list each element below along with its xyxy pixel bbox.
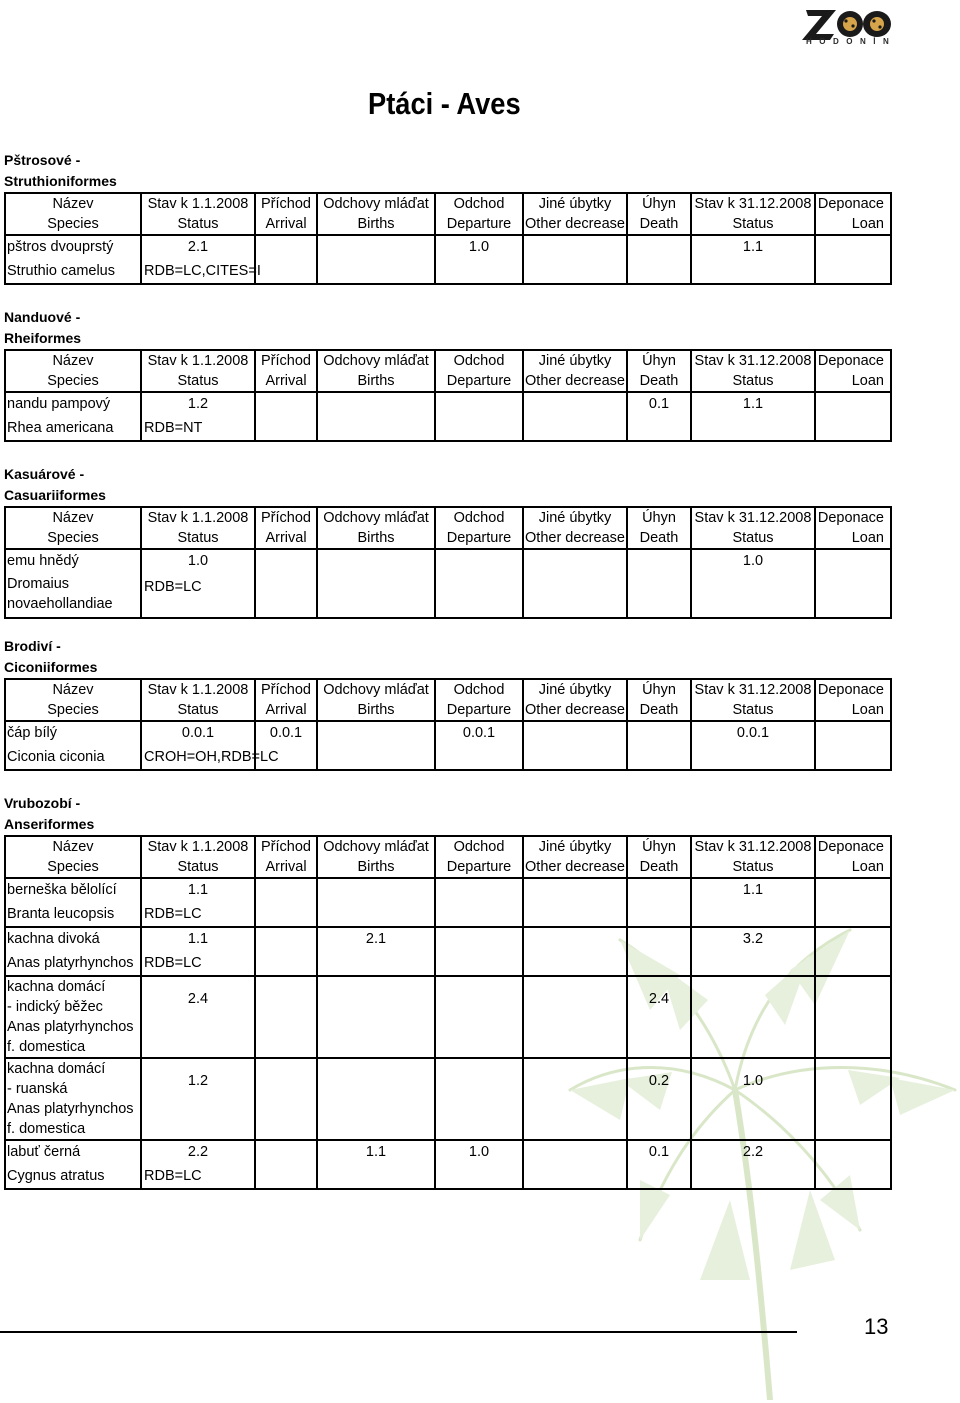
cell-status-end: 1.1: [691, 235, 815, 284]
table-row: [5, 927, 891, 976]
iucn-status: RDB=LC: [144, 579, 202, 595]
cell-arrival: [255, 549, 317, 618]
section-block: [4, 636, 892, 771]
cell-births: [317, 235, 435, 284]
cell-arrival: [255, 1140, 317, 1189]
header-births: Odchovy mláďat Births: [317, 836, 435, 878]
header-status-start: Stav k 1.1.2008 Status: [141, 350, 255, 392]
cell-other-decrease: [523, 721, 627, 770]
section-title: Nanduové -: [4, 309, 81, 325]
data-table: [4, 192, 892, 285]
iucn-status: RDB=LC: [144, 1167, 202, 1184]
header-departure: Odchod Departure: [435, 193, 523, 235]
cell-status-start: 2.4: [141, 976, 255, 1058]
cell-death: 2.4: [627, 976, 691, 1058]
header-species: Název Species: [5, 507, 141, 549]
cell-other-decrease: [523, 976, 627, 1058]
cell-departure: [435, 392, 523, 441]
header-row: [5, 679, 891, 721]
section-order: Casuariiformes: [4, 487, 106, 503]
iucn-status: CROH=OH,RDB=LC: [144, 748, 279, 765]
section-order: Ciconiiformes: [4, 659, 98, 675]
header-loan: Deponace Loan: [815, 350, 891, 392]
header-departure: Odchod Departure: [435, 350, 523, 392]
footer-rule: [0, 1331, 797, 1333]
species-name-cell: nandu pampový Rhea americana: [5, 392, 141, 441]
cell-status-end: [691, 976, 815, 1058]
header-births: Odchovy mláďat Births: [317, 679, 435, 721]
cell-loan: [815, 235, 891, 284]
cell-departure: [435, 878, 523, 927]
header-arrival: Příchod Arrival: [255, 679, 317, 721]
cell-death: 0.1: [627, 1140, 691, 1189]
cell-births: [317, 976, 435, 1058]
header-births: Odchovy mláďat Births: [317, 193, 435, 235]
page-number: 13: [864, 1314, 889, 1339]
logo-subtitle: HODONÍN: [806, 37, 897, 46]
cell-births: [317, 878, 435, 927]
cell-status-end: 1.1: [691, 878, 815, 927]
cell-loan: [815, 721, 891, 770]
cell-status-start: 1.2: [141, 1058, 255, 1140]
cell-death: [627, 721, 691, 770]
iucn-status: RDB=LC: [144, 954, 202, 971]
cell-death: [627, 878, 691, 927]
header-row: [5, 507, 891, 549]
cell-status-end: 1.0: [691, 549, 815, 618]
header-species: Název Species: [5, 350, 141, 392]
cell-status-start: 2.1 RDB=LC,CITES=I: [141, 235, 255, 284]
cell-other-decrease: [523, 927, 627, 976]
header-species: Název Species: [5, 193, 141, 235]
species-name-cell: berneška bělolící Branta leucopsis: [5, 878, 141, 927]
header-other-decrease: Jiné úbytky Other decrease: [523, 679, 627, 721]
cell-death: [627, 927, 691, 976]
cell-status-end: 1.1: [691, 392, 815, 441]
header-other-decrease: Jiné úbytky Other decrease: [523, 836, 627, 878]
header-status-end: Stav k 31.12.2008 Status: [691, 679, 815, 721]
table-row: [5, 1140, 891, 1189]
cell-arrival: [255, 976, 317, 1058]
species-name-cell: čáp bílý Ciconia ciconia: [5, 721, 141, 770]
cell-births: [317, 392, 435, 441]
data-table: [4, 506, 892, 619]
cell-other-decrease: [523, 1140, 627, 1189]
section-title: Kasuárové -: [4, 466, 85, 482]
section-order: Anseriformes: [4, 816, 95, 832]
page-title: Ptáci - Aves: [368, 86, 521, 121]
cell-arrival: 0.0.1: [255, 721, 317, 770]
species-name-cell: kachna domácí - ruanská Anas platyrhynchos f. domestica: [5, 1058, 141, 1140]
cell-death: 0.2: [627, 1058, 691, 1140]
cell-loan: [815, 392, 891, 441]
cell-status-end: 3.2: [691, 927, 815, 976]
table-row: [5, 235, 891, 284]
table-row: [5, 1058, 891, 1140]
cell-loan: [815, 976, 891, 1058]
section-title: Brodiví -: [4, 638, 61, 654]
cell-departure: [435, 1058, 523, 1140]
header-departure: Odchod Departure: [435, 507, 523, 549]
cell-arrival: [255, 927, 317, 976]
header-departure: Odchod Departure: [435, 836, 523, 878]
header-departure: Odchod Departure: [435, 679, 523, 721]
table-row: [5, 721, 891, 770]
cell-loan: [815, 1058, 891, 1140]
cell-status-start: 0.0.1 CROH=OH,RDB=LC: [141, 721, 255, 770]
header-status-start: Stav k 1.1.2008 Status: [141, 836, 255, 878]
data-table: [4, 349, 892, 442]
header-other-decrease: Jiné úbytky Other decrease: [523, 507, 627, 549]
header-status-end: Stav k 31.12.2008 Status: [691, 193, 815, 235]
cell-status-start: 2.2 RDB=LC: [141, 1140, 255, 1189]
table-row: [5, 976, 891, 1058]
section-title: Pštrosové -: [4, 152, 81, 168]
section-block: [4, 150, 892, 285]
header-loan: Deponace Loan: [815, 836, 891, 878]
header-status-end: Stav k 31.12.2008 Status: [691, 507, 815, 549]
header-other-decrease: Jiné úbytky Other decrease: [523, 350, 627, 392]
species-name-cell: pštros dvouprstý Struthio camelus: [5, 235, 141, 284]
header-row: [5, 193, 891, 235]
section-block: [4, 307, 892, 442]
cell-other-decrease: [523, 235, 627, 284]
header-species: Název Species: [5, 836, 141, 878]
cell-departure: [435, 976, 523, 1058]
cell-departure: 1.0: [435, 1140, 523, 1189]
section-block: [4, 793, 892, 1190]
header-status-start: Stav k 1.1.2008 Status: [141, 507, 255, 549]
cell-death: [627, 549, 691, 618]
cell-births: [317, 721, 435, 770]
species-name-cell: kachna domácí - indický běžec Anas platyrhynchos f. domestica: [5, 976, 141, 1058]
cell-arrival: [255, 1058, 317, 1140]
header-status-start: Stav k 1.1.2008 Status: [141, 193, 255, 235]
cell-loan: [815, 878, 891, 927]
data-table: [4, 835, 892, 1190]
cell-departure: [435, 549, 523, 618]
header-status-end: Stav k 31.12.2008 Status: [691, 836, 815, 878]
cell-other-decrease: [523, 878, 627, 927]
cell-loan: [815, 549, 891, 618]
cell-arrival: [255, 392, 317, 441]
cell-departure: 0.0.1: [435, 721, 523, 770]
table-row: [5, 549, 891, 618]
header-arrival: Příchod Arrival: [255, 350, 317, 392]
header-arrival: Příchod Arrival: [255, 193, 317, 235]
cell-departure: [435, 927, 523, 976]
cell-loan: [815, 1140, 891, 1189]
header-births: Odchovy mláďat Births: [317, 507, 435, 549]
cell-other-decrease: [523, 549, 627, 618]
species-name-cell: emu hnědý Dromaius novaehollandiae: [5, 549, 141, 618]
header-death: Úhyn Death: [627, 507, 691, 549]
table-row: [5, 392, 891, 441]
section-order: Rheiformes: [4, 330, 82, 346]
cell-arrival: [255, 878, 317, 927]
header-species: Název Species: [5, 679, 141, 721]
cell-status-end: 2.2: [691, 1140, 815, 1189]
header-loan: Deponace Loan: [815, 193, 891, 235]
cell-other-decrease: [523, 1058, 627, 1140]
header-births: Odchovy mláďat Births: [317, 350, 435, 392]
header-arrival: Příchod Arrival: [255, 836, 317, 878]
section-title: Vrubozobí -: [4, 795, 81, 811]
cell-death: 0.1: [627, 392, 691, 441]
cell-status-start: 1.0 RDB=LC: [141, 549, 255, 618]
cell-status-start: 1.1 RDB=LC: [141, 927, 255, 976]
header-row: [5, 836, 891, 878]
header-status-start: Stav k 1.1.2008 Status: [141, 679, 255, 721]
header-death: Úhyn Death: [627, 679, 691, 721]
header-loan: Deponace Loan: [815, 507, 891, 549]
cell-births: 2.1: [317, 927, 435, 976]
species-name-cell: labuť černá Cygnus atratus: [5, 1140, 141, 1189]
cell-status-start: 1.1 RDB=LC: [141, 878, 255, 927]
header-death: Úhyn Death: [627, 350, 691, 392]
cell-status-end: 1.0: [691, 1058, 815, 1140]
section-order: Struthioniformes: [4, 173, 117, 189]
header-arrival: Příchod Arrival: [255, 507, 317, 549]
cell-births: [317, 549, 435, 618]
cell-loan: [815, 927, 891, 976]
cell-arrival: [255, 235, 317, 284]
header-row: [5, 350, 891, 392]
cell-births: 1.1: [317, 1140, 435, 1189]
cell-births: [317, 1058, 435, 1140]
species-name-cell: kachna divoká Anas platyrhynchos: [5, 927, 141, 976]
header-status-end: Stav k 31.12.2008 Status: [691, 350, 815, 392]
cell-status-end: 0.0.1: [691, 721, 815, 770]
cell-departure: 1.0: [435, 235, 523, 284]
iucn-status: RDB=LC,CITES=I: [144, 262, 261, 279]
iucn-status: RDB=LC: [144, 905, 202, 922]
header-death: Úhyn Death: [627, 193, 691, 235]
cell-death: [627, 235, 691, 284]
header-loan: Deponace Loan: [815, 679, 891, 721]
table-row: [5, 878, 891, 927]
header-other-decrease: Jiné úbytky Other decrease: [523, 193, 627, 235]
section-block: [4, 464, 892, 619]
header-death: Úhyn Death: [627, 836, 691, 878]
cell-status-start: 1.2 RDB=NT: [141, 392, 255, 441]
data-table: [4, 678, 892, 771]
cell-other-decrease: [523, 392, 627, 441]
iucn-status: RDB=NT: [144, 419, 203, 436]
